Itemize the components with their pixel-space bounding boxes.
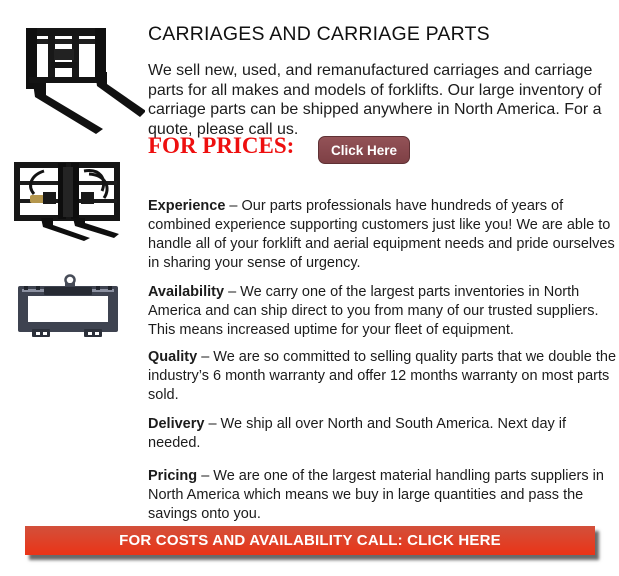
section-availability-title: Availability [148,283,225,300]
fork-positioner-carriage-icon [14,161,122,241]
costs-availability-banner-label: FOR COSTS AND AVAILABILITY CALL: CLICK HERE [119,532,501,549]
section-pricing [148,467,619,524]
section-delivery-body: – We ship all over North and South America. Next day if needed. [148,415,567,451]
section-quality-body: – We are so committed to selling quality parts that we double the industry’s 6 month warranty and offer 12 months warranty on most parts sold. [148,348,617,403]
section-experience-body: – Our parts professionals have hundreds of years of combined experience supporting customers just like you! We are able to handle all of your forklift and aerial equipment needs and pride ourselves in sharing your sense of urgency. [148,197,615,271]
section-pricing-title: Pricing [148,467,198,484]
section-experience [148,197,619,273]
section-availability-body: – We carry one of the largest parts inventories in North America and can ship direct to you from many of our trusted suppliers. This means increased uptime for your fleet of equipment. [148,283,599,338]
section-delivery [148,415,619,453]
carriage-frame-image [14,272,122,342]
section-delivery-title: Delivery [148,415,205,432]
section-quality-title: Quality [148,348,198,365]
section-experience-title: Experience [148,197,226,214]
forklift-carriage-with-forks-icon [10,22,145,137]
forklift-carriage-with-forks-image [10,22,145,137]
click-here-button-label: Click Here [330,142,398,158]
carriage-frame-icon [14,272,122,342]
section-quality [148,348,619,405]
page-title: CARRIAGES AND CARRIAGE PARTS [148,23,490,46]
section-pricing-body: – We are one of the largest material handling parts suppliers in North America which means we buy in large quantities and pass the savings onto you. [148,467,604,522]
intro-paragraph: We sell new, used, and remanufactured carriages and carriage parts for all makes and models of forklifts. Our large inventory of carriage parts can be shipped anywhere in North America. For a quote, please call us. [148,62,602,138]
fork-positioner-carriage-image [14,161,122,241]
for-prices-label: FOR PRICES: [148,133,295,158]
prices-row [148,131,618,165]
costs-availability-banner-button[interactable] [25,526,595,555]
click-here-button[interactable] [318,136,410,164]
section-availability [148,283,619,340]
